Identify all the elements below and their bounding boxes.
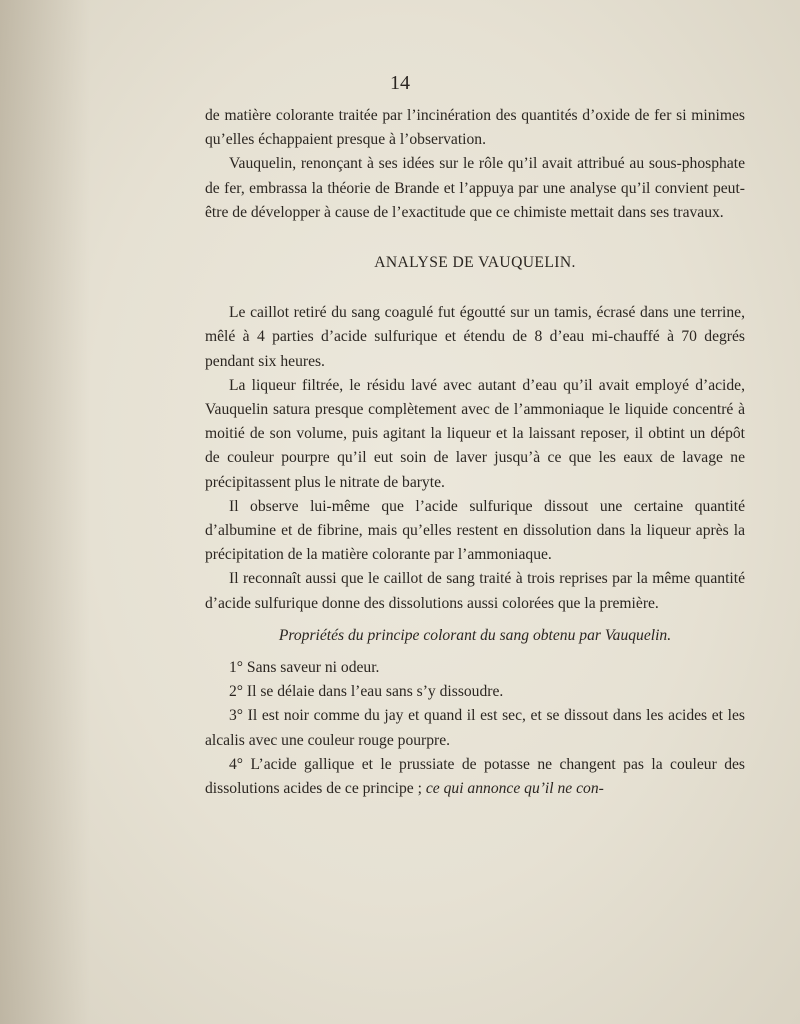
body-text: [205, 104, 745, 801]
analysis-paragraph-1: Le caillot retiré du sang coagulé fut égoutté sur un tamis, écrasé dans une terrine, mêlé à 4 parties d’acide sulfurique et étendu de 8 d’eau mi-chauffé à 70 degrés pendant six heures.: [205, 304, 745, 370]
property-item-2: 2° Il se délaie dans l’eau sans s’y dissoudre.: [229, 683, 504, 701]
section-title: ANALYSE DE VAUQUELIN.: [374, 254, 576, 272]
paragraph-vauquelin-theory: Vauquelin, renonçant à ses idées sur le rôle qu’il avait attribué au sous-phosphate de fer, embrassa la théorie de Brande et l’appuya par une analyse qu’il convient peut-être de développer à cause de l’exactitude que ce chimiste mettait dans ses travaux.: [205, 155, 745, 221]
page-number: 14: [390, 72, 410, 94]
analysis-paragraph-3: Il observe lui-même que l’acide sulfurique dissout une certaine quantité d’albumine et de fibrine, mais qu’elles restent en dissolution dans la liqueur après la précipitation de la matière colorante par l’ammoniaque.: [205, 497, 745, 564]
property-item-4-text: 4° L’acide gallique et le prussiate de potasse ne changent pas la couleur des dissolutions acides de ce principe ;: [205, 755, 745, 798]
analysis-paragraph-4: Il reconnaît aussi que le caillot de sang traité à trois reprises par la même quantité d’acide sulfurique donne des dissolutions aussi colorées que la première.: [205, 570, 745, 612]
paragraph-continuation: de matière colorante traitée par l’incinération des quantités d’oxide de fer si minimes qu’elles échappaient presque à l’observation.: [205, 107, 745, 149]
property-item-4-italic: ce qui annonce qu’il ne con-: [425, 780, 604, 798]
property-item-3: 3° Il est noir comme du jay et quand il est sec, et se dissout dans les acides et les alcalis avec une couleur rouge pourpre.: [205, 707, 745, 749]
property-item-1: 1° Sans saveur ni odeur.: [229, 659, 380, 677]
analysis-paragraph-2: La liqueur filtrée, le résidu lavé avec autant d’eau qu’il avait employé d’acide, Vauquelin satura presque complètement avec de l’ammoniaque le liquide concentré à moitié de son volume, puis agitant la liqueur et la laissant reposer, il obtint un dépôt de couleur pourpre qu’il eut soin de laver jusqu’à ce que les eaux de lavage ne précipitassent plus le nitrate de baryte.: [205, 376, 745, 491]
property-item-4: [205, 753, 745, 801]
properties-subtitle: Propriétés du principe colorant du sang obtenu par Vauquelin.: [278, 626, 672, 644]
